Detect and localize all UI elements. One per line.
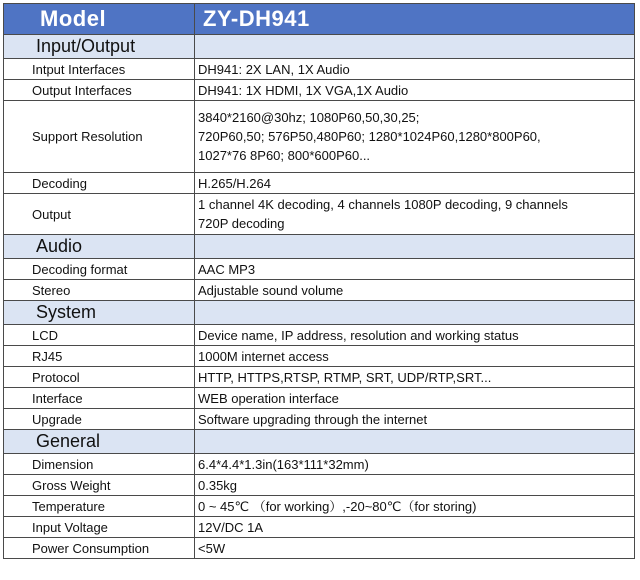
- spec-row: [4, 194, 635, 235]
- section-header-row: [4, 35, 635, 59]
- spec-row: [4, 367, 635, 388]
- spec-label: Output Interfaces: [4, 80, 195, 101]
- spec-value: [195, 538, 635, 559]
- section-title: General: [4, 430, 195, 454]
- header-row: [4, 4, 635, 35]
- spec-value: [195, 346, 635, 367]
- spec-value-line: Software upgrading through the internet: [198, 411, 428, 427]
- spec-value: [195, 280, 635, 301]
- spec-value-line: 12V/DC 1A: [198, 519, 264, 535]
- spec-value: [195, 388, 635, 409]
- spec-label: Support Resolution: [4, 101, 195, 173]
- spec-row: [4, 346, 635, 367]
- spec-row: [4, 409, 635, 430]
- spec-label: Temperature: [4, 496, 195, 517]
- spec-label: LCD: [4, 325, 195, 346]
- spec-value: [195, 59, 635, 80]
- spec-label: Intput Interfaces: [4, 59, 195, 80]
- spec-label: Stereo: [4, 280, 195, 301]
- spec-value-line: DH941: 2X LAN, 1X Audio: [198, 61, 350, 77]
- spec-table: [3, 3, 635, 559]
- spec-sheet: [3, 3, 634, 559]
- spec-value-line: AAC MP3: [198, 261, 256, 277]
- spec-value: [195, 101, 635, 173]
- section-header-row: [4, 301, 635, 325]
- spec-label: Input Voltage: [4, 517, 195, 538]
- spec-value-line: WEB operation interface: [198, 390, 339, 406]
- spec-value-line: Adjustable sound volume: [198, 282, 344, 298]
- spec-value-line: H.265/H.264: [198, 175, 271, 191]
- spec-label: Gross Weight: [4, 475, 195, 496]
- spec-value: [195, 259, 635, 280]
- spec-value-line: <5W: [198, 540, 226, 556]
- spec-value-line: Device name, IP address, resolution and working status: [198, 327, 519, 343]
- spec-value-line: 1027*76 8P60; 800*600P60...: [198, 148, 371, 163]
- spec-value-line: HTTP, HTTPS,RTSP, RTMP, SRT, UDP/RTP,SRT...: [198, 369, 492, 385]
- spec-row: [4, 325, 635, 346]
- section-title-blank-cell: [195, 430, 635, 454]
- model-value: ZY-DH941: [195, 4, 635, 35]
- spec-value-line: 3840*2160@30hz; 1080P60,50,30,25;: [198, 110, 420, 125]
- spec-row: [4, 59, 635, 80]
- spec-row: [4, 475, 635, 496]
- spec-value: [195, 194, 635, 235]
- spec-label: Output: [4, 194, 195, 235]
- spec-value: [195, 496, 635, 517]
- spec-value: [195, 367, 635, 388]
- spec-value-line: DH941: 1X HDMI, 1X VGA,1X Audio: [198, 82, 409, 98]
- spec-row: [4, 173, 635, 194]
- spec-value-line: 720P decoding: [198, 216, 285, 231]
- spec-value: [195, 325, 635, 346]
- spec-label: RJ45: [4, 346, 195, 367]
- section-title: Audio: [4, 235, 195, 259]
- spec-label: Dimension: [4, 454, 195, 475]
- spec-row: [4, 80, 635, 101]
- spec-value-line: 0 ~ 45℃ （for working）,-20~80℃（for storing): [198, 498, 477, 514]
- spec-label: Decoding: [4, 173, 195, 194]
- spec-row: [4, 388, 635, 409]
- spec-row: [4, 101, 635, 173]
- spec-value-line: 1 channel 4K decoding, 4 channels 1080P decoding, 9 channels: [198, 197, 568, 212]
- section-title-blank-cell: [195, 301, 635, 325]
- spec-value-line: 6.4*4.4*1.3in(163*111*32mm): [198, 456, 369, 472]
- spec-row: [4, 454, 635, 475]
- spec-row: [4, 280, 635, 301]
- spec-label: Protocol: [4, 367, 195, 388]
- spec-value-line: 1000M internet access: [198, 348, 329, 364]
- spec-row: [4, 538, 635, 559]
- section-header-row: [4, 430, 635, 454]
- section-title: System: [4, 301, 195, 325]
- spec-value: [195, 173, 635, 194]
- spec-label: Interface: [4, 388, 195, 409]
- spec-value: [195, 454, 635, 475]
- spec-label: Upgrade: [4, 409, 195, 430]
- section-title-blank-cell: [195, 235, 635, 259]
- spec-value: [195, 409, 635, 430]
- spec-table-body: [4, 4, 635, 559]
- model-label: Model: [4, 4, 195, 35]
- spec-row: [4, 517, 635, 538]
- spec-label: Power Consumption: [4, 538, 195, 559]
- spec-value-line: 720P60,50; 576P50,480P60; 1280*1024P60,1280*800P60,: [198, 129, 541, 144]
- spec-row: [4, 259, 635, 280]
- section-header-row: [4, 235, 635, 259]
- spec-value: [195, 517, 635, 538]
- spec-value: [195, 475, 635, 496]
- spec-row: [4, 496, 635, 517]
- spec-value: [195, 80, 635, 101]
- section-title: Input/Output: [4, 35, 195, 59]
- section-title-blank-cell: [195, 35, 635, 59]
- spec-value-line: 0.35kg: [198, 477, 238, 493]
- spec-label: Decoding format: [4, 259, 195, 280]
